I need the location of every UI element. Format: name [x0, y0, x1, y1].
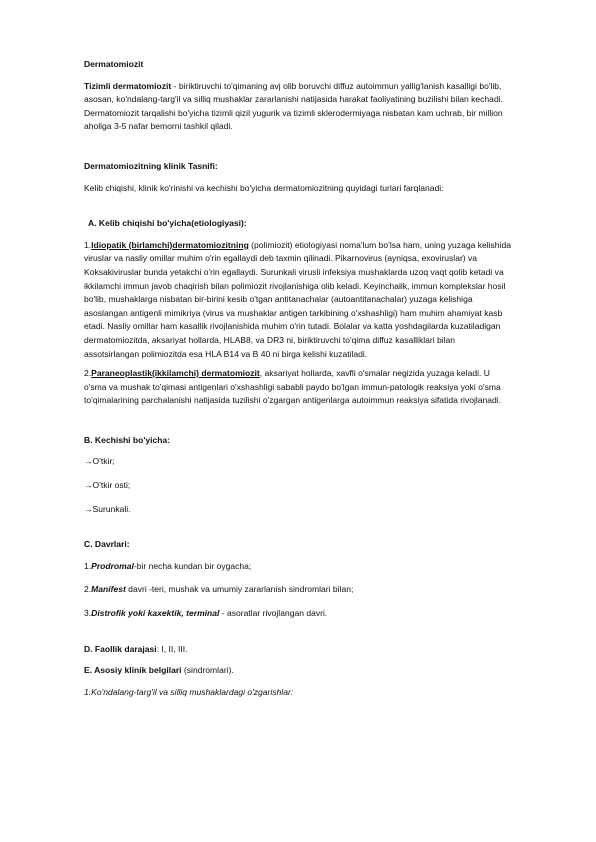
item-number: 2. [84, 368, 92, 379]
section-c-heading: C. Davrlari: [84, 539, 130, 550]
item-text: davri -teri, mushak va umumiy zararlanish sindromlari bilan; [125, 584, 354, 595]
list-item [84, 455, 512, 469]
section-a-heading: A. Kelib chiqishi bo'yicha(etiologiyasi): [88, 218, 247, 229]
section-e-text: (sindromlari). [181, 665, 234, 676]
item-text: - asoratlar rivojlangan davri. [219, 608, 328, 619]
intro-text: - biriktiruvchi to'qimaning avj olib boruvchi diffuz autoimmun yallig'lanish kasalligi bo'lib, asosan, ko'ndalang-targ'il va silliq mushaklar zararlanishi natijasida harakat faoliyatining buzilishi bilan kechadi. Dermatomiozit tarqalishi bo'yicha tizimli qizil yugurik va tizimli sklerodermiyaga nisbatan kam uchrab, bir million aholiga 3-5 nafar bemorni tashkil qiladi. [84, 80, 503, 132]
list-item [84, 560, 512, 574]
list-item-text: O'tkir osti; [92, 480, 131, 491]
document-title: Dermatomiozit [84, 59, 144, 69]
classification-heading: Dermatomiozitning klinik Tasnifi: [84, 160, 218, 171]
item-text: , aksariyat hollarda, xavfli o'smalar negizida yuzaga keladi. U o'sma va mushak to'qimasi antigenlari o'xshashligi sababli paydo bo'lgan immun-patologik reaksiya yoki o'sma to'qimalarining parchalanishi natijasida tuzilishi o'zgargan antigenlarga autoimmun reaksiya sifatida rivojlanadi. [84, 368, 502, 406]
section-e-subheading: 1.Ko'ndalang-targ'il va silliq mushaklardagi o'zgarishlar: [84, 686, 294, 697]
arrow-icon: → [84, 456, 93, 467]
intro-term: Tizimli dermatomiozit [84, 80, 172, 91]
section-d-text: : I, II, III. [156, 643, 188, 654]
item-term: Distrofik yoki kaxektik, terminal [91, 608, 220, 619]
item-text: (polimiozit) etiologiyasi noma'lum bo'lsa ham, uning yuzaga kelishida viruslar va nasliy omillar muhim o'rin egallaydi deb taxmin qilinadi. Pikarnovirus (ayniqsa, exoviruslar) va Koksakiviruslar bunda yetakchi o'rin egallaydi. Surunkali virusli infeksiya mushaklarda uzoq vaqt qolib ketadi va ikkilamchi immun javob chaqirish bilan polimiozit rivojlanishiga olib keladi. Keyinchalik, immun komplekslar hosil bo'lib, mushaklarga nisbatan bir-birini kesib o'tgan antitanachalar (autoantitanachalar) yuzaga kelishiga asoslangan antigenli mimikriya (virus va mushaklar antigen tarkibining o'xshashligi) ham muhim ahamiyat kasb etadi. Nasliy omillar ham kasallik rivojlanishida muhim o'rin tutadi. Bolalar va katta yoshdagilarda kuzatiladigan dermatomiozitda, aksariyat hollarda, HLAB8, va DR3 ni, biriktiruvchi to'qima diffuz kasalliklari bilan assotsirlangan polimiozitda esa HLA B14 va B 40 ni birga kelishi kuzatiladi. [84, 239, 511, 359]
item-number: 1. [84, 239, 92, 250]
item-text: -bir necha kundan bir oygacha; [133, 560, 252, 571]
list-item [84, 583, 512, 597]
list-item [84, 607, 512, 621]
intro-paragraph [84, 80, 512, 134]
item-number: 1. [84, 560, 92, 571]
item-term: Manifest [91, 584, 126, 595]
list-item [84, 479, 512, 493]
list-item-text: O'tkir; [92, 456, 115, 467]
item-term: Prodromal [91, 560, 134, 571]
section-d-line [84, 643, 512, 657]
item-number: 3. [84, 608, 92, 619]
arrow-icon: → [84, 480, 93, 491]
list-item [84, 503, 512, 517]
item-number: 2. [84, 584, 92, 595]
list-item-text: Surunkali. [92, 503, 131, 514]
section-d-heading: D. Faollik darajasi [84, 643, 157, 654]
section-a-item-2 [84, 367, 512, 408]
classification-lead: Kelib chiqishi, klinik ko'rinishi va kechishi bo'yicha dermatomiozitning quyidagi turlari farqlanadi: [84, 182, 444, 193]
section-b-heading: B. Kechishi bo'yicha: [84, 434, 171, 445]
section-e-line [84, 664, 512, 678]
item-term: Idiopatik (birlamchi)dermatomiozitning [91, 239, 249, 250]
section-a-item-1 [84, 239, 512, 361]
item-term: Paraneoplastik(ikkilamchi) dermatomiozit [91, 368, 260, 379]
section-e-heading: E. Asosiy klinik belgilari [84, 665, 182, 676]
arrow-icon: → [84, 503, 93, 514]
